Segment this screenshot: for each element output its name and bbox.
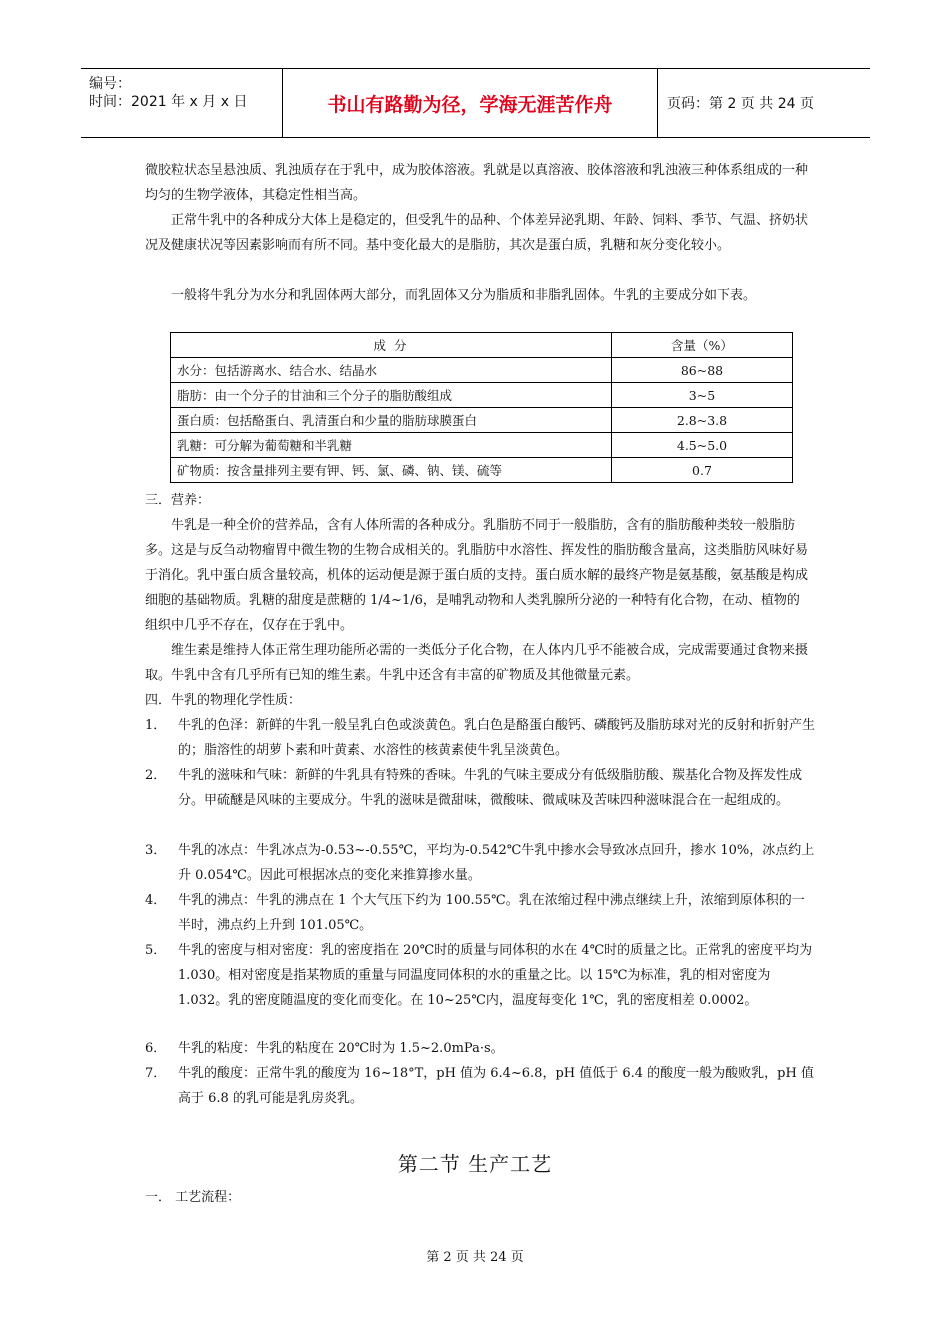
header-motto: 书山有路勤为径，学海无涯苦作舟	[283, 69, 658, 137]
paragraph-4: 牛乳是一种全价的营养品，含有人体所需的各种成分。乳脂肪不同于一般脂肪，含有的脂肪酸种类较一般脂肪多。这是与反刍动物瘤胃中微生物的生物合成相关的。乳脂肪中水溶性、挥发性的脂肪酸含量高，这类脂肪风味好易于消化。乳中蛋白质含量较高，机体的运动便是源于蛋白质的支持。蛋白质水解的最终产物是氨基酸，氨基酸是构成细胞的基础物质。乳糖的甜度是蔗糖的 1/4~1/6，是哺乳动物和人类乳腺所分泌的一种特有化合物，在动、植物的组织中几乎不存在，仅存在于乳中。	[145, 518, 809, 633]
list-text: 牛乳的酸度：正常牛乳的酸度为 16~18°T，pH 值为 6.4~6.8，pH 值低于 6.4 的酸度一般为酸败乳，pH 值高于 6.8 的乳可能是乳房炎乳。	[178, 1066, 814, 1106]
paragraph-3: 一般将牛乳分为水分和乳固体两大部分，而乳固体又分为脂质和非脂乳固体。牛乳的主要成分如下表。	[171, 288, 757, 303]
list-number: 5．	[145, 943, 167, 958]
list-text: 牛乳的密度与相对密度：乳的密度指在 20℃时的质量与同体积的水在 4℃时的质量之比。正常乳的密度平均为 1.030。相对密度是指某物质的重量与同温度同体积的水的重量之比。以 15℃为标准，乳的相对密度为 1.032。乳的密度随温度的变化而变化。在 10~25℃内，温度每变化 1℃，乳的密度相差 0.0002。	[178, 943, 813, 1008]
list-text: 牛乳的色泽：新鲜的牛乳一般呈乳白色或淡黄色。乳白色是酪蛋白酸钙、磷酸钙及脂肪球对光的反射和折射产生的；脂溶性的胡萝卜素和叶黄素、水溶性的核黄素使牛乳呈淡黄色。	[178, 718, 816, 758]
list-number: 2．	[145, 768, 167, 783]
list-text: 牛乳的沸点：牛乳的沸点在 1 个大气压下约为 100.55℃。乳在浓缩过程中沸点继续上升，浓缩到原体积的一半时，沸点约上升到 101.05℃。	[178, 893, 805, 933]
table-cell: 3~5	[612, 383, 793, 408]
table-cell: 0.7	[612, 458, 793, 483]
list-text: 牛乳的滋味和气味：新鲜的牛乳具有特殊的香味。牛乳的气味主要成分有低级脂肪酸、羰基化合物及挥发性成分。甲硫醚是风味的主要成分。牛乳的滋味是微甜味，微酸味、微咸味及苦味四种滋味混合在一起组成的。	[178, 768, 803, 808]
table-row	[171, 358, 793, 383]
header-number: 编号：	[89, 76, 131, 92]
table-row	[171, 408, 793, 433]
page-footer: 第 2 页 共 24 页	[426, 1250, 524, 1265]
table-cell: 乳糖：可分解为葡萄糖和半乳糖	[171, 433, 612, 458]
table-cell: 4.5~5.0	[612, 433, 793, 458]
list-text: 牛乳的粘度：牛乳的粘度在 20℃时为 1.5~2.0mPa·s。	[178, 1041, 504, 1056]
table-header-cell: 含量（%）	[612, 333, 793, 358]
heading-properties: 四．牛乳的物理化学性质：	[145, 693, 302, 708]
table-header-row	[171, 333, 793, 358]
table-row	[171, 433, 793, 458]
list-number: 1．	[145, 718, 167, 733]
table-cell: 脂肪：由一个分子的甘油和三个分子的脂肪酸组成	[171, 383, 612, 408]
table-cell: 蛋白质：包括酪蛋白、乳清蛋白和少量的脂肪球膜蛋白	[171, 408, 612, 433]
sub-heading: 一． 工艺流程：	[145, 1190, 241, 1205]
list-text: 牛乳的冰点：牛乳冰点为-0.53~-0.55℃，平均为-0.542℃牛乳中掺水会导致冰点回升，掺水 10%，冰点约上升 0.054℃。因此可根据冰点的变化来推算掺水量。	[178, 843, 815, 883]
list-number: 6．	[145, 1041, 167, 1056]
table-row	[171, 383, 793, 408]
table-cell: 矿物质：按含量排列主要有钾、钙、氯、磷、钠、镁、硫等	[171, 458, 612, 483]
header-meta	[81, 69, 283, 137]
list-number: 4．	[145, 893, 167, 908]
table-row	[171, 458, 793, 483]
table-cell: 86~88	[612, 358, 793, 383]
heading-nutrition: 三．营养：	[145, 493, 211, 508]
list-number: 7．	[145, 1066, 167, 1081]
composition-table	[170, 332, 793, 483]
table-header-cell: 成 分	[171, 333, 612, 358]
list-number: 3．	[145, 843, 167, 858]
paragraph-5: 维生素是维持人体正常生理功能所必需的一类低分子化合物，在人体内几乎不能被合成，完成需要通过食物来摄取。牛乳中含有几乎所有已知的维生素。牛乳中还含有丰富的矿物质及其他微量元素。	[145, 643, 809, 683]
table-cell: 2.8~3.8	[612, 408, 793, 433]
header-time: 时间：2021 年 x 月 x 日	[89, 94, 248, 110]
paragraph-2: 正常牛乳中的各种成分大体上是稳定的，但受乳牛的品种、个体差异泌乳期、年龄、饲料、季节、气温、挤奶状况及健康状况等因素影响而有所不同。基中变化最大的是脂肪，其次是蛋白质，乳糖和灰分变化较小。	[145, 213, 809, 253]
page-header	[81, 68, 870, 138]
header-page: 页码：第 2 页 共 24 页	[667, 96, 814, 112]
table-cell: 水分：包括游离水、结合水、结晶水	[171, 358, 612, 383]
section-title: 第二节 生产工艺	[397, 1152, 553, 1176]
paragraph-1: 微胶粒状态呈悬浊质、乳浊质存在于乳中，成为胶体溶液。乳就是以真溶液、胶体溶液和乳浊液三种体系组成的一种均匀的生物学液体，其稳定性相当高。	[145, 163, 809, 203]
